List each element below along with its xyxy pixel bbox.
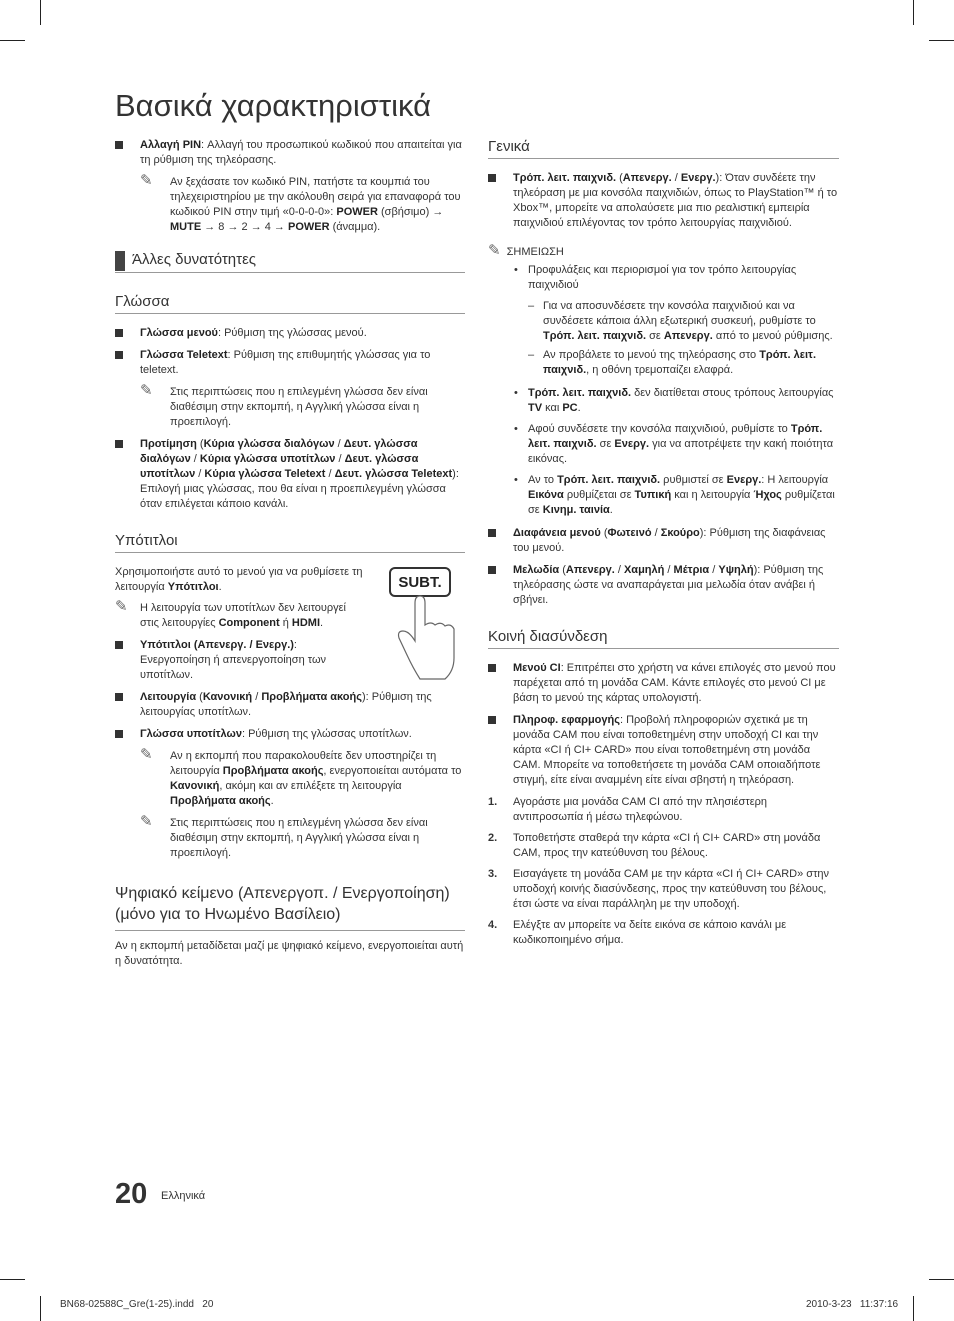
item-label: Διαφάνεια μενού (513, 527, 601, 539)
crop-mark (929, 1279, 954, 1280)
subtitles-language-item (115, 727, 465, 742)
punct: ( (600, 527, 608, 539)
punct: / (335, 453, 345, 465)
note-text: και η λειτουργία (671, 489, 754, 501)
punct: ): (452, 468, 459, 480)
note-bold: Εικόνα (528, 489, 564, 501)
note-text: δεν διατίθεται στους τρόπους λειτουργίας (631, 387, 834, 399)
crop-mark (40, 1296, 41, 1321)
heading-text: Άλλες δυνατότητες (132, 251, 256, 268)
item-text: : Ενεργοποίηση ή απενεργοποίηση των υποτίτλων. (140, 639, 327, 681)
mute-label: MUTE (170, 221, 202, 233)
item-text: Επιλογή μιας γλώσσας, που θα είναι η προεπιλεγμένη γλώσσα όταν επιλέγεται κάποιο κανάλι. (140, 483, 446, 510)
item-label: Γλώσσα υποτίτλων (140, 728, 242, 740)
pencil-note-icon: ✎ (115, 598, 128, 615)
note-text: → 8 → 2 → 4 → (201, 221, 288, 233)
note-bold: TV (528, 402, 543, 414)
subtitles-mode-item (115, 690, 465, 720)
teletext-note (140, 382, 465, 430)
step-text: Ελέγξτε αν μπορείτε να δείτε εικόνα σε κάποιο κανάλι με κωδικοποιημένο σήμα. (513, 919, 787, 946)
dash-bullet: – (528, 300, 535, 312)
option: Απενεργ. (622, 172, 672, 184)
step-text: Αγοράστε μια μονάδα CAM CI από την πλησιέστερη αντιπροσωπία ή μέσω τηλεφώνου. (513, 796, 767, 823)
punct: ( (559, 564, 566, 576)
note-bold: Προβλήματα ακοής (170, 795, 271, 807)
note-text: , ενεργοποιείται αυτόματα το (323, 765, 462, 777)
punct: ): (361, 691, 372, 703)
subtitles-intro-text (115, 565, 370, 595)
left-column (115, 138, 465, 975)
crop-mark (913, 0, 914, 25)
note-text: , ακόμη και αν επιλέξετε τη λειτουργία (219, 780, 402, 792)
item-text: Ρύθμιση της διαφάνειας του μενού. (513, 527, 826, 554)
ci-step (488, 918, 839, 948)
note-text: ρυθμιστεί σε (660, 474, 727, 486)
note-point-4 (513, 473, 839, 518)
note-text: σε (596, 438, 615, 450)
option: Υψηλή (718, 564, 754, 576)
step-number: 2. (488, 832, 498, 844)
punct: / (252, 691, 262, 703)
heading-bar (115, 251, 125, 271)
square-bullet-icon (488, 529, 496, 537)
square-bullet-icon (488, 566, 496, 574)
heading-general: Γενικά (488, 138, 839, 159)
note-bold: PC (562, 402, 578, 414)
step-text: Τοποθετήστε σταθερά την κάρτα «CI ή CI+ CARD» στη μονάδα CAM, προς την κατεύθυνση του βέλους. (513, 832, 821, 859)
crop-mark (913, 1296, 914, 1321)
component-label: Component (218, 617, 280, 629)
item-text: : Προβολή πληροφοριών σχετικά με τη μονάδα CAM που είναι τοποθετημένη στην υποδοχή CI και την κάρτα «CI ή CI+ CARD» που είναι τοποθετημένη στη μονάδα CAM. Μπορείτε να τοποθετήσετε τη μονάδα CAM οποιαδήποτε στιγμή, είτε είναι αναμμένη είτε είναι σβηστή η τηλεόραση. (513, 714, 821, 786)
punct: / (325, 468, 335, 480)
punct: / (190, 453, 200, 465)
punct: . (577, 402, 581, 414)
item-label: Μενού CI (513, 662, 561, 674)
square-bullet-icon (488, 174, 496, 182)
pin-note (140, 172, 465, 235)
hdmi-label: HDMI (291, 617, 321, 629)
print-timestamp: 2010-3-23 11:37:16 (806, 1299, 899, 1310)
punct: / (664, 564, 674, 576)
square-bullet-icon (115, 693, 123, 701)
item-label: Τρόπ. λειτ. παιχνιδ. (513, 172, 617, 184)
page-language: Ελληνικά (161, 1190, 206, 1202)
file-name: BN68-02588C_Gre(1-25).indd 20 (60, 1299, 214, 1310)
punct: . (270, 795, 274, 807)
item-label: Μελωδία (513, 564, 560, 576)
option: Δευτ. γλώσσα υποτίτλων (140, 453, 419, 480)
subtitles-language-note-1 (140, 746, 465, 809)
option: Δευτ. γλώσσα διαλόγων (140, 438, 418, 465)
section-heading-other-features (115, 251, 465, 273)
note-bold: Τρόπ. λειτ. παιχνιδ. (528, 387, 632, 399)
intro-text: Χρησιμοποιήστε αυτό το μενού για να ρυθμίσετε τη λειτουργία (115, 566, 363, 593)
subtitles-language-note-2 (140, 813, 465, 861)
square-bullet-icon (488, 664, 496, 672)
step-number: 4. (488, 919, 498, 931)
pencil-note-icon: ✎ (488, 242, 501, 259)
punct: / (334, 438, 344, 450)
item-text: : Ρύθμιση της επιθυμητής γλώσσας για το teletext. (140, 349, 431, 376)
item-label: Γλώσσα Teletext (140, 349, 228, 361)
note-bold: Απενεργ. (663, 330, 713, 342)
page-number: 20 (115, 1178, 148, 1210)
dot-bullet: • (514, 474, 518, 486)
crop-mark (40, 0, 41, 25)
note-text: και (542, 402, 563, 414)
square-bullet-icon (115, 329, 123, 337)
square-bullet-icon (115, 141, 123, 149)
melody-item (488, 563, 839, 608)
note-text: (άναμμα). (329, 221, 381, 233)
note-point-1 (513, 263, 839, 293)
note-text: (σβήσιμο) → (377, 206, 444, 218)
note-text: ρυθμίζεται σε (528, 489, 835, 516)
punct: / (651, 527, 661, 539)
punct: / (195, 468, 205, 480)
note-text: Προφυλάξεις και περιορισμοί για τον τρόπο λειτουργίας παιχνιδιού (528, 264, 797, 291)
note-text: Για να αποσυνδέσετε την κονσόλα παιχνιδιού και να συνδέσετε κάποια άλλη εξωτερική συσκευή, ρυθμίστε το (543, 300, 816, 327)
option: Σκούρο (660, 527, 700, 539)
square-bullet-icon (115, 351, 123, 359)
digital-text-description: Αν η εκπομπή μεταδίδεται μαζί με ψηφιακό κείμενο, ενεργοποιείται αυτή η δυνατότητα. (115, 940, 464, 967)
pin-change-item (115, 138, 465, 168)
note-text: , η οθόνη τρεμοπαίζει ελαφρά. (586, 364, 734, 376)
dash-bullet: – (528, 349, 535, 361)
note-text: από το μενού ρύθμισης. (712, 330, 833, 342)
note-heading-text: ΣΗΜΕΙΩΣΗ (506, 246, 564, 258)
note-text: Αν η εκπομπή που παρακολουθείτε δεν υποστηρίζει τη λειτουργία (170, 750, 437, 777)
intro-bold: Υπότιτλοι (167, 581, 219, 593)
note-heading (488, 241, 839, 259)
option: Κύρια γλώσσα διαλόγων (203, 438, 335, 450)
note-text: Αν το (528, 474, 558, 486)
item-text: Όταν συνδέετε την τηλεόραση με μια κονσόλα παιχνιδιών, όπως το PlayStation™ ή το Xbox™, μπορείτε να απολαύσετε μια πιο ρεαλιστική εμπειρία παιχνιδιού επιλέγοντας τον τρόπο λειτουργίας παιχνιδιού. (513, 172, 838, 229)
square-bullet-icon (115, 641, 123, 649)
dot-bullet: • (514, 423, 518, 435)
ci-step (488, 867, 839, 912)
item-label: Πληροφ. εφαρμογής (513, 714, 620, 726)
step-number: 1. (488, 796, 498, 808)
pin-label: Αλλαγή PIN (140, 139, 202, 151)
crop-mark (0, 40, 25, 41)
punct: ): (699, 527, 710, 539)
item-text: Ρύθμιση της λειτουργίας υποτίτλων. (140, 691, 432, 718)
note-text: Στις περιπτώσεις που η επιλεγμένη γλώσσα δεν είναι διαθέσιμη στην εκπομπή, η Αγγλική γλώσσα είναι η προεπιλογή. (170, 817, 428, 859)
crop-mark (929, 40, 954, 41)
note-text: ρυθμίζεται σε (563, 489, 635, 501)
note-bold: Κινημ. ταινία (542, 504, 610, 516)
note-bold: Ενεργ. (726, 474, 762, 486)
subt-button-label: SUBT. (398, 574, 442, 591)
crop-mark (0, 1279, 25, 1280)
item-label: Υπότιτλοι (Απενεργ. / Ενεργ.) (140, 639, 294, 651)
square-bullet-icon (115, 730, 123, 738)
item-text: Ρύθμιση της τηλεόρασης ώστε να αναπαράγεται μια μελωδία όταν ανάβει ή σβήνει. (513, 564, 824, 606)
dot-bullet: • (514, 264, 518, 276)
note-bold: Τρόπ. λειτ. παιχνιδ. (557, 474, 661, 486)
heading-language: Γλώσσα (115, 293, 465, 314)
item-label: Γλώσσα μενού (140, 327, 218, 339)
power-label: POWER (336, 206, 378, 218)
pin-text: : Αλλαγή του προσωπικού κωδικού που απαιτείται για τη ρύθμιση της τηλεόρασης. (140, 139, 462, 166)
heading-common-interface: Κοινή διασύνδεση (488, 628, 839, 649)
punct: . (320, 617, 324, 629)
note-bold: Κανονική (170, 780, 220, 792)
step-number: 3. (488, 868, 498, 880)
option: Κύρια γλώσσα υποτίτλων (199, 453, 336, 465)
option: Μέτρια (673, 564, 710, 576)
note-text: Αν ξεχάσατε τον κωδικό PIN, πατήστε τα κουμπιά του τηλεχειριστηρίου με την ακόλουθη σειρά για επαναφορά του κωδικού PIN στην τιμή «0-0-0-0»: (170, 176, 461, 218)
punct: / (671, 172, 681, 184)
punct: . (609, 504, 613, 516)
game-mode-item (488, 171, 839, 231)
note-bold: Ενεργ. (614, 438, 650, 450)
right-column (488, 138, 839, 954)
note-bold: Τρόπ. λειτ. παιχνιδ. (543, 330, 647, 342)
note-text: Στις περιπτώσεις που η επιλεγμένη γλώσσα δεν είναι διαθέσιμη στην εκπομπή, η Αγγλική γλώσσα είναι η προεπιλογή. (170, 386, 428, 428)
menu-transparency-item (488, 526, 839, 556)
pencil-note-icon: ✎ (140, 382, 153, 399)
step-text: Εισαγάγετε τη μονάδα CAM με την κάρτα «CI ή CI+ CARD» στην υποδοχή κοινής διασύνδεσης, προς την κατεύθυνση του βέλους, έτσι ώστε να είναι παράλληλη με την υποδοχή. (513, 868, 830, 910)
note-bold: Τρόπ. λειτ. παιχνιδ. (528, 423, 823, 450)
punct: / (709, 564, 719, 576)
ci-menu-item (488, 661, 839, 706)
option: Απενεργ. (565, 564, 615, 576)
square-bullet-icon (115, 440, 123, 448)
item-label: Προτίμηση (140, 438, 197, 450)
note-bold: Ήχος (753, 489, 782, 501)
note-bold: Προβλήματα ακοής (222, 765, 324, 777)
square-bullet-icon (488, 716, 496, 724)
item-text: : Ρύθμιση της γλώσσας υποτίτλων. (241, 728, 412, 740)
punct: ( (616, 172, 623, 184)
note-text: : Η λειτουργία (761, 474, 829, 486)
remote-hand-icon (385, 563, 465, 681)
power-label: POWER (287, 221, 330, 233)
heading-digital-text: Ψηφιακό κείμενο (Απενεργοπ. / Ενεργοποίηση) (μόνο για το Ηνωμένο Βασίλειο) (115, 883, 465, 931)
option: Κύρια γλώσσα Teletext (204, 468, 326, 480)
item-text: : Ρύθμιση της γλώσσας μενού. (217, 327, 367, 339)
note-text: σε (646, 330, 664, 342)
subtitles-onoff-item (115, 638, 345, 683)
option: Προβλήματα ακοής (261, 691, 362, 703)
pencil-note-icon: ✎ (140, 813, 153, 830)
note-point-2 (513, 386, 839, 416)
punct: / (614, 564, 624, 576)
teletext-language-item (115, 348, 465, 378)
punct: ή (279, 617, 292, 629)
option: Ενεργ. (680, 172, 716, 184)
page-title: Βασικά χαρακτηριστικά (115, 88, 432, 123)
heading-subtitles: Υπότιτλοι (115, 532, 465, 553)
punct: . (218, 581, 222, 593)
menu-language-item (115, 326, 465, 341)
ci-step (488, 831, 839, 861)
preference-item (115, 437, 465, 512)
ci-step (488, 795, 839, 825)
subtitles-intro (115, 565, 465, 683)
subtitles-note (115, 598, 355, 631)
option: Χαμηλή (623, 564, 665, 576)
punct: ): (715, 172, 726, 184)
note-bold: Τυπική (634, 489, 672, 501)
note-dash-1 (528, 299, 839, 344)
pencil-note-icon: ✎ (140, 746, 153, 763)
note-text: Αφού συνδέσετε την κονσόλα παιχνιδιού, ρυθμίστε το (528, 423, 791, 435)
note-text: Αν προβάλετε το μενού της τηλεόρασης στο (543, 349, 760, 361)
note-text: για να αποτρέψετε την κακή ποιότητα εικόνας. (528, 438, 834, 465)
punct: ( (196, 691, 203, 703)
item-label: Λειτουργία (140, 691, 197, 703)
note-text: Η λειτουργία των υποτίτλων δεν λειτουργεί στις λειτουργίες (140, 602, 347, 629)
option: Κανονική (202, 691, 253, 703)
pencil-note-icon: ✎ (140, 172, 153, 189)
item-text: : Επιτρέπει στο χρήστη να κάνει επιλογές στο μενού που παρέχεται από τη μονάδα CAM. Κάντε επιλογές στο μενού CI με βάση το μενού της κάρτας υπολογιστή. (513, 662, 836, 704)
note-point-3 (513, 422, 839, 467)
punct: ( (196, 438, 204, 450)
note-dash-2 (528, 348, 839, 378)
note-bold: Τρόπ. λειτ. παιχνιδ. (543, 349, 817, 376)
dot-bullet: • (514, 387, 518, 399)
option: Δευτ. γλώσσα Teletext (334, 468, 453, 480)
ci-app-info-item (488, 713, 839, 788)
option: Φωτεινό (607, 527, 652, 539)
punct: ): (753, 564, 764, 576)
